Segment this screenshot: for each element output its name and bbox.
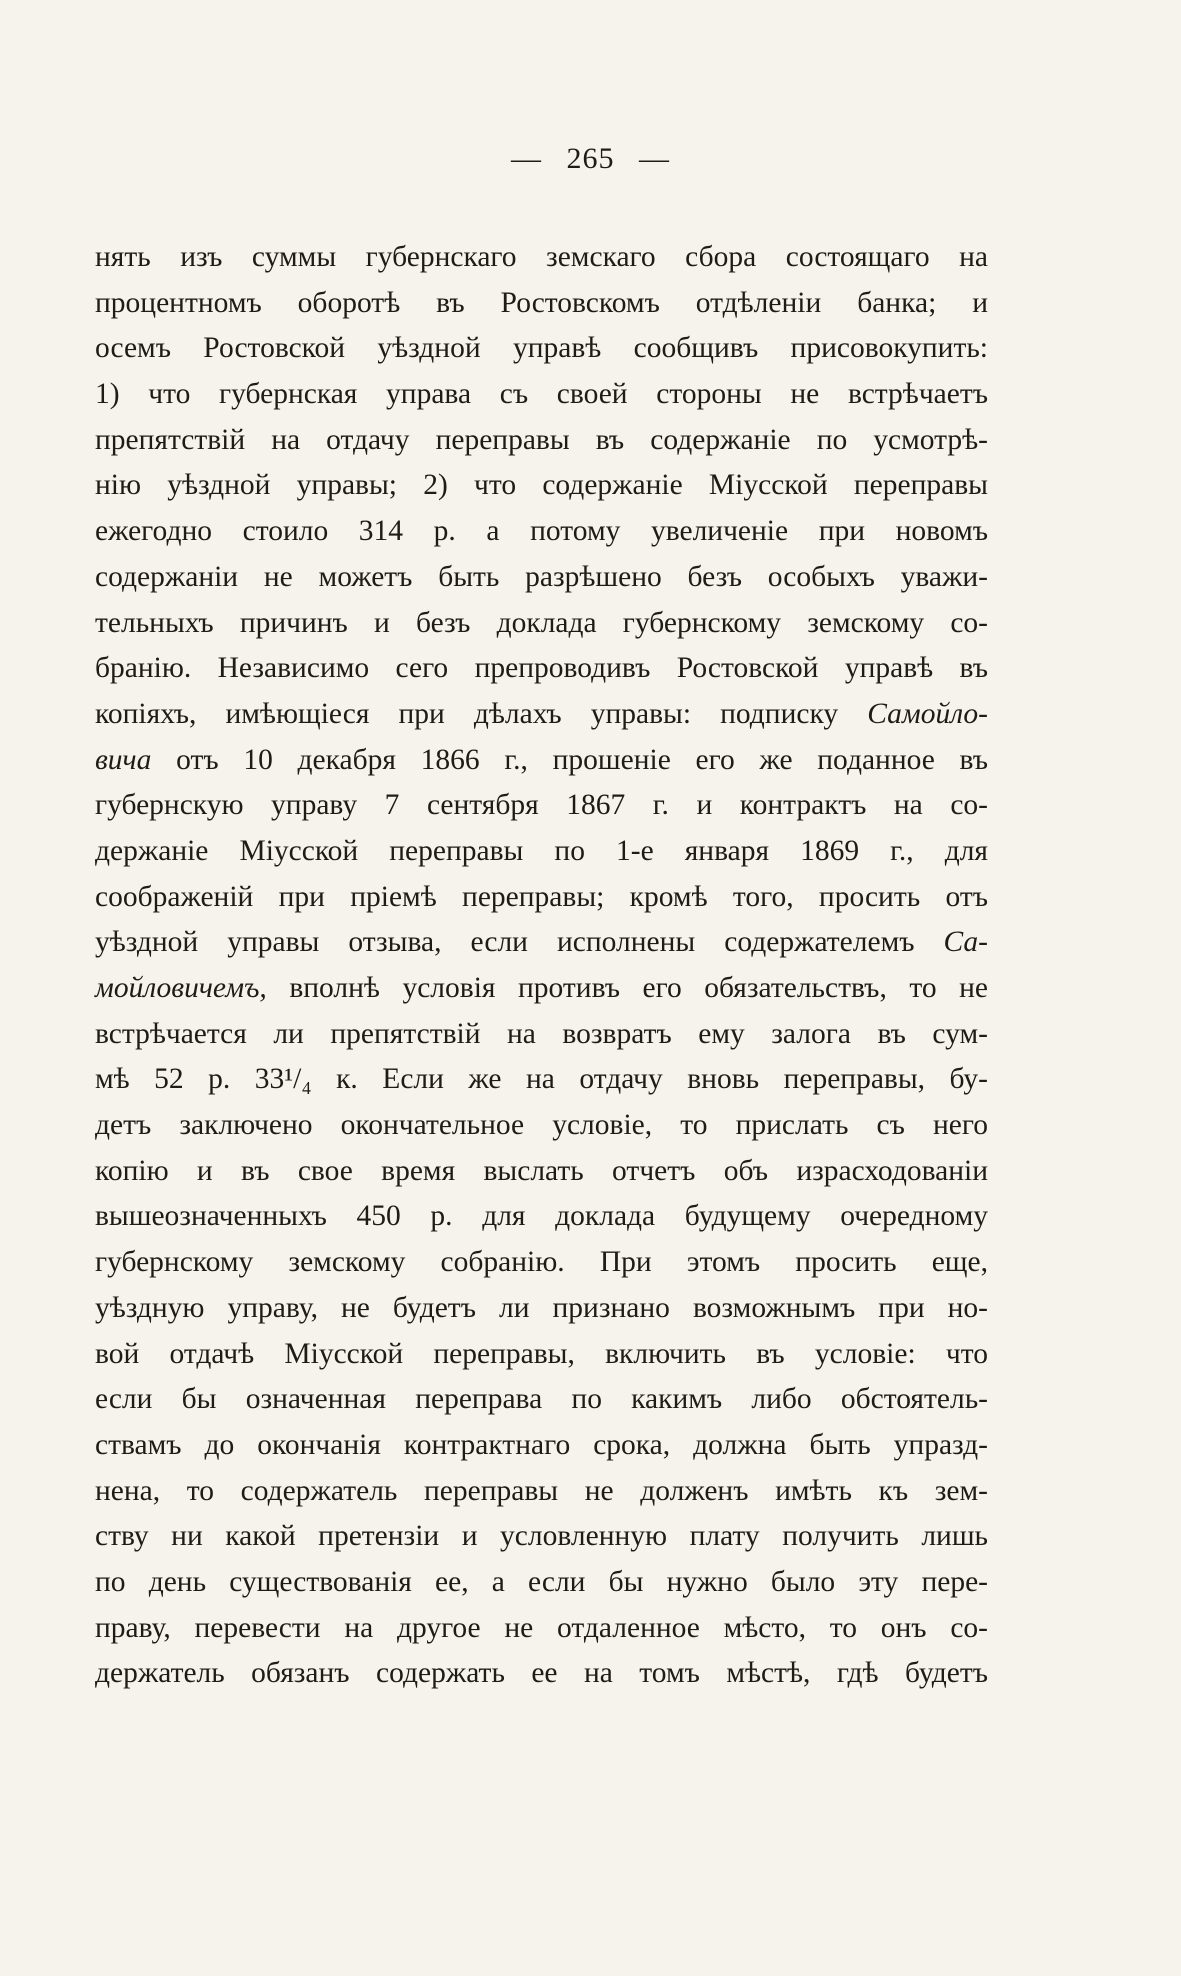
italic-name: вича	[95, 743, 152, 776]
text-line	[95, 646, 988, 692]
text-segment: ствамъ до окончанія контрактнаго срока, должна быть упразд-	[95, 1428, 988, 1461]
text-line	[95, 1012, 988, 1058]
text-segment: праву, перевести на другое не отдаленное мѣсто, то онъ со-	[95, 1611, 988, 1644]
text-segment: ежегодно стоило 314 р. а потому увеличеніе при новомъ	[95, 515, 988, 548]
text-line	[95, 509, 988, 555]
text-segment: мѣ 52 р. 33¹/₄ к. Если же на отдачу вновь переправы, бу-	[95, 1063, 988, 1096]
text-segment: вполнѣ условія противъ его обязательствъ, то не	[266, 972, 988, 1004]
page-number: 265	[566, 142, 615, 175]
text-segment: содержаніи не можетъ быть разрѣшено безъ особыхъ уважи-	[95, 560, 988, 593]
text-segment: ству ни какой претензіи и условленную плату получить лишь	[95, 1520, 988, 1553]
text-line	[95, 555, 988, 601]
text-segment: нію уѣздной управы; 2) что содержаніе Міусской переправы	[95, 469, 988, 502]
text-segment: тельныхъ причинъ и безъ доклада губернскому земскому со-	[95, 606, 988, 639]
text-segment: вышеозначенныхъ 450 р. для доклада будущему очередному	[95, 1200, 988, 1233]
text-line	[95, 281, 988, 327]
text-line	[95, 372, 988, 418]
text-line	[95, 829, 988, 875]
italic-name: Са-	[943, 926, 988, 959]
text-line	[95, 601, 988, 647]
body-paragraph	[95, 235, 988, 1697]
text-line	[95, 1606, 988, 1652]
text-line	[95, 1149, 988, 1195]
text-line	[95, 235, 988, 281]
text-line	[95, 1469, 988, 1515]
text-line	[95, 783, 988, 829]
text-segment: по день существованія ее, а если бы нужно было эту пере-	[95, 1565, 988, 1598]
text-line	[95, 875, 988, 921]
text-segment: нять изъ суммы губернскаго земскаго сбора состоящаго на	[95, 241, 988, 273]
text-line	[95, 1332, 988, 1378]
text-segment: губернскому земскому собранію. При этомъ просить еще,	[95, 1246, 988, 1279]
text-line	[95, 920, 988, 966]
text-segment: встрѣчается ли препятствій на возвратъ ему залога въ сум-	[95, 1017, 988, 1050]
text-segment: уѣздную управу, не будетъ ли признано возможнымъ при но-	[95, 1291, 988, 1324]
running-header	[0, 142, 1181, 176]
text-segment: отъ 10 декабря 1866 г., прошеніе его же поданное въ	[151, 743, 988, 776]
text-segment: уѣздной управы отзыва, если исполнены содержателемъ	[95, 926, 944, 959]
text-line	[95, 1103, 988, 1149]
text-line	[95, 1651, 988, 1697]
text-line	[95, 1286, 988, 1332]
text-segment: держатель обязанъ содержать ее на томъ мѣстѣ, гдѣ будетъ	[95, 1657, 988, 1690]
header-dash-right: —	[639, 142, 670, 175]
text-line	[95, 966, 988, 1012]
text-segment: соображеній при пріемѣ переправы; кромѣ того, просить отъ	[95, 880, 988, 913]
text-line	[95, 418, 988, 464]
text-segment: бранію. Независимо сего препроводивъ Ростовской управѣ въ	[95, 652, 988, 685]
text-segment: процентномъ оборотѣ въ Ростовскомъ отдѣленіи банка; и	[95, 286, 988, 319]
text-line	[95, 1423, 988, 1469]
text-line	[95, 1194, 988, 1240]
text-segment: копію и въ свое время выслать отчетъ объ израсходованіи	[95, 1154, 988, 1187]
text-line	[95, 738, 988, 784]
text-segment: препятствій на отдачу переправы въ содержаніе по усмотрѣ-	[95, 423, 988, 456]
header-dash-left: —	[511, 142, 542, 175]
italic-name: мойловичемъ,	[95, 972, 267, 1004]
text-segment: вой отдачѣ Міусской переправы, включить въ условіе: что	[95, 1337, 988, 1370]
text-line	[95, 1377, 988, 1423]
text-line	[95, 463, 988, 509]
text-line	[95, 326, 988, 372]
text-segment: если бы означенная переправа по какимъ либо обстоятель-	[95, 1383, 988, 1416]
text-segment: нена, то содержатель переправы не долженъ имѣть къ зем-	[95, 1474, 988, 1507]
text-segment: осемъ Ростовской уѣздной управѣ сообщивъ присовокупить:	[95, 332, 988, 365]
text-segment: детъ заключено окончательное условіе, то прислать съ него	[95, 1109, 988, 1142]
text-segment: губернскую управу 7 сентября 1867 г. и контрактъ на со-	[95, 789, 988, 822]
text-line	[95, 1240, 988, 1286]
text-segment: держаніе Міусской переправы по 1-е января 1869 г., для	[95, 834, 988, 867]
text-line	[95, 692, 988, 738]
text-line	[95, 1560, 988, 1606]
text-segment: 1) что губернская управа съ своей стороны не встрѣчаетъ	[95, 378, 988, 411]
text-line	[95, 1057, 988, 1103]
text-segment: копіяхъ, имѣющіеся при дѣлахъ управы: подписку	[95, 697, 868, 730]
text-line	[95, 1514, 988, 1560]
italic-name: Самойло-	[867, 697, 988, 730]
